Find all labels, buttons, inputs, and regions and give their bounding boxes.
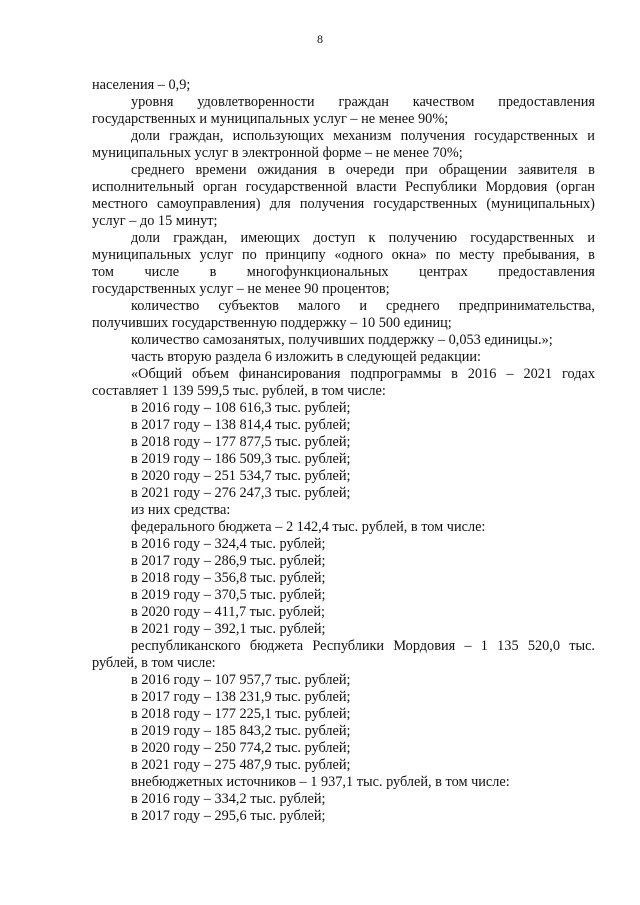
- text-line: в 2017 году – 286,9 тыс. рублей;: [131, 553, 326, 569]
- text-line: в 2019 году – 185 843,2 тыс. рублей;: [131, 723, 351, 739]
- text-line: в 2019 году – 186 509,3 тыс. рублей;: [131, 451, 351, 467]
- text-line: государственных услуг – не менее 90 процентов;: [92, 281, 390, 297]
- text-line: республиканского бюджета Республики Мордовия – 1 135 520,0 тыс.: [131, 638, 595, 654]
- text-line: количество самозанятых, получивших поддержку – 0,053 единицы.»;: [131, 332, 553, 348]
- document-body: [92, 77, 595, 825]
- text-line: в 2017 году – 138 814,4 тыс. рублей;: [131, 417, 351, 433]
- text-line: среднего времени ожидания в очереди при обращении заявителя в: [131, 162, 595, 178]
- text-line: получивших государственную поддержку – 10 500 единиц;: [92, 315, 452, 331]
- text-line: в 2021 году – 392,1 тыс. рублей;: [131, 621, 326, 637]
- text-line: часть вторую раздела 6 изложить в следующей редакции:: [131, 349, 482, 365]
- text-line: уровня удовлетворенности граждан качеством предоставления: [131, 94, 595, 110]
- text-line: составляет 1 139 599,5 тыс. рублей, в том числе:: [92, 383, 386, 399]
- text-line: исполнительный орган государственной власти Республики Мордовия (орган: [92, 179, 595, 195]
- text-line: в 2018 году – 177 225,1 тыс. рублей;: [131, 706, 351, 722]
- text-line: в 2019 году – 370,5 тыс. рублей;: [131, 587, 326, 603]
- text-line: рублей, в том числе:: [92, 655, 216, 671]
- text-line: в 2018 году – 177 877,5 тыс. рублей;: [131, 434, 351, 450]
- text-line: в 2016 году – 334,2 тыс. рублей;: [131, 791, 326, 807]
- text-line: в 2016 году – 107 957,7 тыс. рублей;: [131, 672, 351, 688]
- text-line: том числе в многофункциональных центрах предоставления: [92, 264, 595, 280]
- text-line: услуг – до 15 минут;: [92, 213, 218, 229]
- text-line: в 2016 году – 108 616,3 тыс. рублей;: [131, 400, 351, 416]
- text-line: доли граждан, имеющих доступ к получению государственных и: [131, 230, 595, 246]
- text-line: муниципальных услуг в электронной форме – не менее 70%;: [92, 145, 463, 161]
- page-number: 8: [317, 32, 323, 46]
- text-line: населения – 0,9;: [92, 77, 191, 93]
- text-line: в 2020 году – 250 774,2 тыс. рублей;: [131, 740, 351, 756]
- text-line: в 2017 году – 138 231,9 тыс. рублей;: [131, 689, 351, 705]
- text-line: в 2021 году – 275 487,9 тыс. рублей;: [131, 757, 351, 773]
- text-line: местного самоуправления) для получения государственных (муниципальных): [92, 196, 595, 212]
- text-line: федерального бюджета – 2 142,4 тыс. рублей, в том числе:: [131, 519, 486, 535]
- text-line: в 2021 году – 276 247,3 тыс. рублей;: [131, 485, 351, 501]
- text-line: в 2017 году – 295,6 тыс. рублей;: [131, 808, 326, 824]
- text-line: в 2018 году – 356,8 тыс. рублей;: [131, 570, 326, 586]
- text-line: в 2016 году – 324,4 тыс. рублей;: [131, 536, 326, 552]
- text-line: в 2020 году – 411,7 тыс. рублей;: [131, 604, 325, 620]
- text-line: доли граждан, использующих механизм получения государственных и: [131, 128, 595, 144]
- text-line: государственных и муниципальных услуг – не менее 90%;: [92, 111, 449, 127]
- text-line: из них средства:: [131, 502, 231, 518]
- text-line: количество субъектов малого и среднего предпринимательства,: [131, 298, 595, 314]
- text-line: в 2020 году – 251 534,7 тыс. рублей;: [131, 468, 351, 484]
- text-line: внебюджетных источников – 1 937,1 тыс. рублей, в том числе:: [131, 774, 510, 790]
- text-line: муниципальных услуг по принципу «одного окна» по месту пребывания, в: [92, 247, 595, 263]
- text-line: «Общий объем финансирования подпрограммы в 2016 – 2021 годах: [131, 366, 595, 382]
